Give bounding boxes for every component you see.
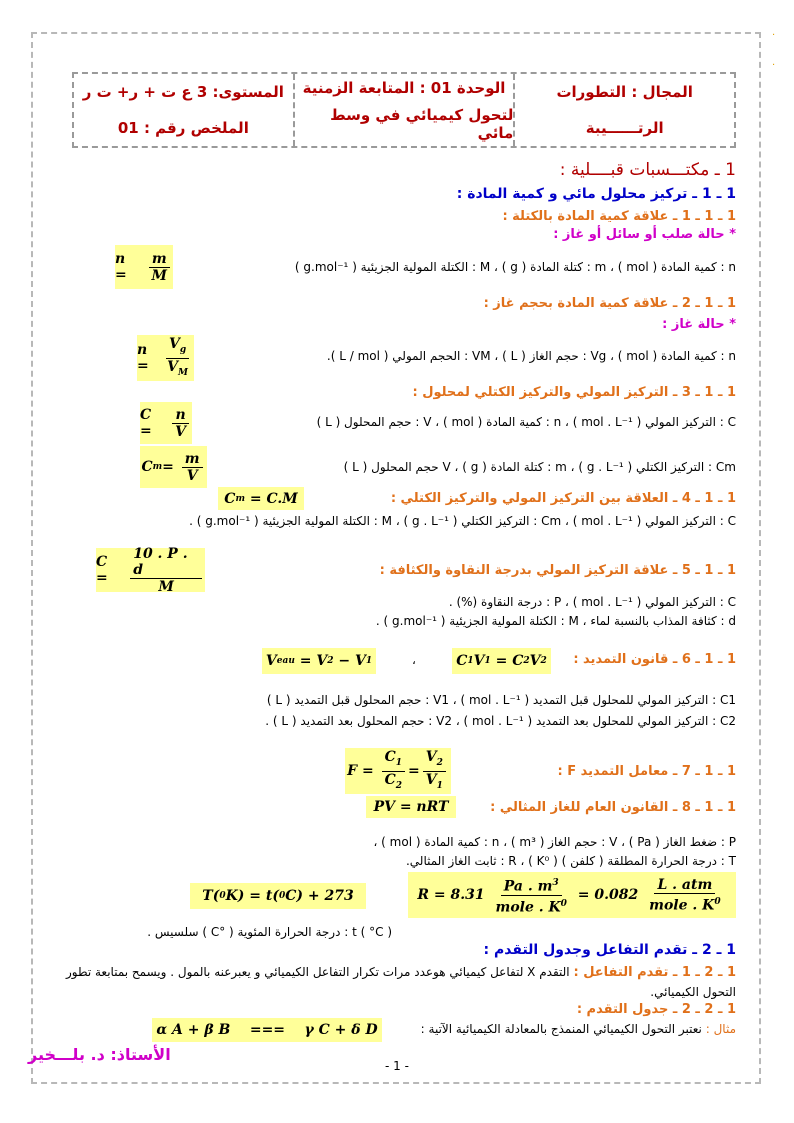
header-field-cell xyxy=(513,74,734,146)
heading-1-2-1 xyxy=(66,965,736,980)
definition-line-1-1-3a: C : التركيز المولي ( mol . L⁻¹ ) ، n : كمية المادة ( mol ) ، V : حجم المحلول ( L ) xyxy=(316,415,736,429)
heading-1-1-5: 1 ـ 1 ـ 5 ـ علاقة التركيز المولي بدرجة النقاوة والكثافة : xyxy=(379,563,736,578)
header-unit-cell xyxy=(293,74,514,146)
equation-n-gas: n = $\frac{V_g}{V_M}$ xyxy=(137,335,194,381)
equation-cm-mass: C m = $\frac{m}{V}$ xyxy=(140,446,207,488)
header-unit-sub: لتحول كيميائي في وسط مائي xyxy=(330,105,514,142)
subsection-1-1-title: 1 ـ 1 ـ تركيز محلول مائي و كمية المادة : xyxy=(456,186,736,202)
definition-line-1-1-4: C : التركيز المولي ( mol . L⁻¹ ) ، Cm : التركيز الكتلي ( g . L⁻¹ ) ، M : الكتلة المولية الجزيئية ( g.mol⁻¹ ) . xyxy=(189,514,736,528)
heading-1-1-7: 1 ـ 1 ـ 7 ـ معامل التمديد F : xyxy=(557,764,736,779)
heading-1-2-1-label: 1 ـ 2 ـ 1 ـ تقدم التفاعل : xyxy=(573,965,736,980)
heading-1-2-2: 1 ـ 2 ـ 2 ـ جدول التقدم : xyxy=(576,1002,736,1017)
equation-gas-constant: R = 8.31 $\frac{Pa . m^3}{mole . K^0}$ = 0.082 $\frac{\text{L . atm}}{mole . K^0}$ xyxy=(408,872,736,918)
header-level-cell xyxy=(74,74,293,146)
equation-water-volume: V eau = V 2 − V 1 xyxy=(262,648,376,674)
equation-ideal-gas: PV = nRT xyxy=(366,796,456,818)
equation-dilution-factor: F = $\frac{C_1}{C_2}$ = $\frac{V_2}{V_1}$ xyxy=(345,748,451,794)
example-label: مثال : xyxy=(705,1022,736,1036)
definition-line-1-1-8b: T : درجة الحرارة المطلقة ( كلفن ) ( K⁰ ) ، R : ثابت الغاز المثالي. xyxy=(405,854,736,868)
definition-line-1-1-2: n : كمية المادة ( mol ) ، Vg : حجم الغاز ( L ) ، VM : الحجم المولي ( L / mol ). xyxy=(326,349,736,363)
header-level: المستوى: 3 ع ت + ر+ ت ر xyxy=(82,83,284,101)
equation-n-mass: n = $\frac{m}{M}$ xyxy=(115,245,173,289)
definition-line-1-1-6b: C2 : التركيز المولي للمحلول بعد التمديد ( mol . L⁻¹ ) ، V2 : حجم المحلول بعد التمديد ( L ) . xyxy=(265,714,736,728)
heading-1-1-4: 1 ـ 1 ـ 4 ـ العلاقة بين التركيز المولي والتركيز الكتلي : xyxy=(390,491,736,506)
equation-kelvin: T( 0 K) = t( 0 C) + 273 xyxy=(190,883,366,909)
definition-line-1-1-6a: C1 : التركيز المولي للمحلول قبل التمديد ( mol . L⁻¹ ) ، V1 : حجم المحلول قبل التمديد ( L ) xyxy=(266,693,736,707)
section-1-title: 1 ـ مكتـــسبات قبــــلية : xyxy=(559,160,736,180)
equation-cm-cm: C m = C.M xyxy=(218,487,304,510)
page-number: - 1 - xyxy=(385,1059,409,1073)
case-solid-liquid-gas: * حالة صلب أو سائل أو غاز : xyxy=(553,227,736,242)
equation-c-molar: C = $\frac{n}{V}$ xyxy=(140,402,192,444)
equation-dilution: C 1 V 1 = C 2 V 2 xyxy=(452,648,551,674)
decor-dot: · xyxy=(772,60,776,71)
teacher-signature: الأستاذ: د. بلـــخير xyxy=(28,1045,171,1064)
heading-1-1-2: 1 ـ 1 ـ 2 ـ علاقة كمية المادة بحجم غاز : xyxy=(483,296,736,311)
decor-dot: · xyxy=(772,30,776,41)
equation-separator: ، xyxy=(412,653,416,667)
header-field-sub: الرتــــــيبة xyxy=(585,119,664,137)
equation-reaction: α A + β B === γ C + δ D xyxy=(152,1018,382,1042)
header-field: المجال : التطورات xyxy=(556,83,693,101)
definition-line-1-1-5b: d : كثافة المذاب بالنسبة لماء ، M : الكتلة المولية الجزيئية ( g.mol⁻¹ ) . xyxy=(375,614,736,628)
advancement-definition-cont: التحول الكيميائي. xyxy=(650,985,736,999)
definition-line-1-1-5a: C : التركيز المولي ( mol . L⁻¹ ) ، P : درجة النقاوة (%) . xyxy=(448,595,736,609)
advancement-definition: التقدم X لتفاعل كيميائي هوعدد مرات تكرار التفاعل الكيميائي و يعبرعنه بالمول . ويسمح بمتابعة تطور xyxy=(65,965,570,979)
heading-1-1-1: 1 ـ 1 ـ 1 ـ علاقة كمية المادة بالكتلة : xyxy=(502,209,736,224)
header-summary-no: الملخص رقم : 01 xyxy=(117,119,249,137)
heading-1-1-6: 1 ـ 1 ـ 6 ـ قانون التمديد : xyxy=(573,652,736,667)
definition-line-1-1-3b: Cm : التركيز الكتلي ( g . L⁻¹ ) ، m : كتلة المادة ( g ) ، V حجم المحلول ( L ) xyxy=(343,460,736,474)
header-table xyxy=(72,72,736,148)
definition-line-1-1-1: n : كمية المادة ( mol ) ، m : كتلة المادة ( g ) ، M : الكتلة المولية الجزيئية ( g.mol⁻¹ ) xyxy=(294,260,736,274)
definition-line-1-1-8a: P : ضغط الغاز ( Pa ) ، V : حجم الغاز ( m³ ) ، n : كمية المادة ( mol ) ، xyxy=(373,835,736,849)
heading-1-1-3: 1 ـ 1 ـ 3 ـ التركيز المولي والتركيز الكتلي لمحلول : xyxy=(412,385,736,400)
example-line xyxy=(421,1022,736,1036)
heading-1-1-8: 1 ـ 1 ـ 8 ـ القانون العام للغاز المثالي : xyxy=(490,800,736,815)
header-unit: الوحدة 01 : المتابعة الزمنية xyxy=(302,78,506,97)
case-gas: * حالة غاز : xyxy=(662,317,736,332)
example-text: نعتبر التحول الكيميائي المنمذج بالمعادلة الكيميائية الآتية : xyxy=(420,1022,702,1036)
subsection-1-2-title: 1 ـ 2 ـ تقدم التفاعل وجدول التقدم : xyxy=(483,942,736,958)
definition-line-1-1-8c: t ( °C ) : درجة الحرارة المئوية ( °C ) سلسيس . xyxy=(147,925,392,939)
equation-c-purity: C = $\frac{10 . P . d}{M}$ xyxy=(96,548,205,592)
